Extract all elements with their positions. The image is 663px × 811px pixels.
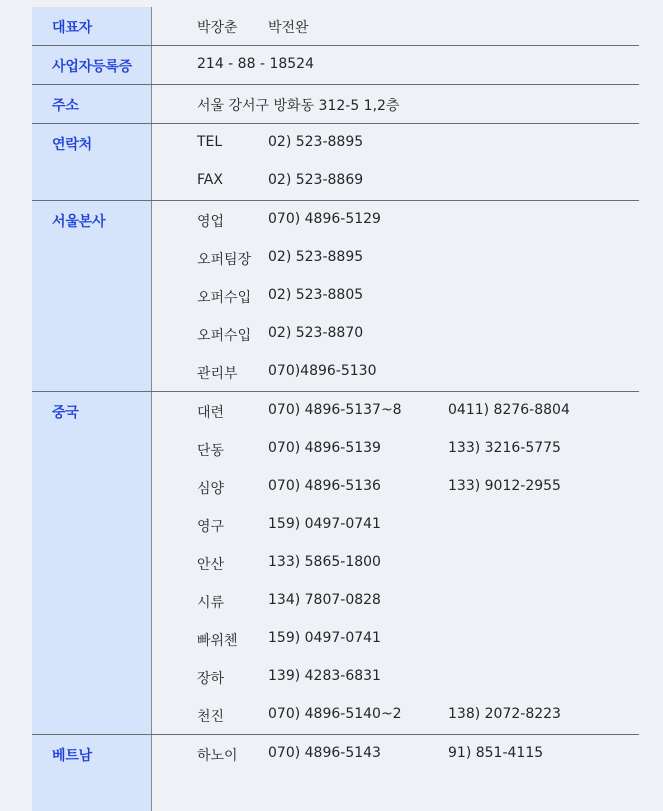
city-label: 영구 [197, 519, 225, 535]
table-row [152, 658, 639, 696]
phone-number: 133) 5865-1800 [268, 554, 381, 570]
department-label: 오퍼수입 [197, 328, 252, 344]
department-label: 관리부 [197, 366, 238, 382]
section-header-cell [32, 392, 152, 734]
contact-label: TEL [197, 134, 223, 150]
phone-number: 070) 4896-5136 [268, 478, 381, 494]
table-row [152, 392, 639, 430]
table-row [152, 620, 639, 658]
phone-number: 02) 523-8870 [268, 325, 364, 341]
contact-number: 02) 523-8895 [268, 134, 364, 150]
phone-number: 070) 4896-5139 [268, 440, 381, 456]
section-header-cell [32, 735, 152, 811]
business-registration-number: 214 - 88 - 18524 [197, 56, 314, 72]
table-row [152, 7, 639, 45]
city-label: 단동 [197, 443, 225, 459]
contact-info-table [32, 7, 639, 811]
section-business-registration [32, 46, 639, 85]
section-header-cell [32, 7, 152, 45]
table-row [152, 315, 639, 353]
table-row [152, 430, 639, 468]
section-address [32, 85, 639, 124]
phone-number: 070) 4896-5140~2 [268, 706, 402, 722]
section-header-vietnam: 베트남 [52, 748, 92, 764]
ceo-name-1: 박장춘 [197, 20, 238, 36]
city-label: 하노이 [197, 748, 238, 764]
section-vietnam [32, 735, 639, 811]
section-header-china: 중국 [52, 405, 79, 421]
local-phone-number: 133) 3216-5775 [448, 440, 561, 456]
table-row [152, 506, 639, 544]
city-label: 장하 [197, 671, 225, 687]
contact-number: 02) 523-8869 [268, 172, 364, 188]
city-label: 안산 [197, 557, 225, 573]
section-header-business-registration: 사업자등록증 [52, 59, 132, 75]
table-row [152, 582, 639, 620]
local-phone-number: 138) 2072-8223 [448, 706, 561, 722]
city-label: 심양 [197, 481, 225, 497]
phone-number: 070) 4896-5129 [268, 211, 381, 227]
section-china [32, 392, 639, 735]
section-header-contact: 연락처 [52, 137, 92, 153]
phone-number: 02) 523-8895 [268, 249, 364, 265]
section-header-ceo: 대표자 [52, 20, 92, 36]
local-phone-number: 0411) 8276-8804 [448, 402, 570, 418]
bottom-spacer [152, 773, 639, 811]
department-label: 영업 [197, 214, 225, 230]
phone-number: 159) 0497-0741 [268, 516, 381, 532]
phone-number: 070) 4896-5137~8 [268, 402, 402, 418]
table-row [152, 239, 639, 277]
section-seoul-hq [32, 201, 639, 392]
local-phone-number: 133) 9012-2955 [448, 478, 561, 494]
phone-number: 139) 4283-6831 [268, 668, 381, 684]
phone-number: 070)4896-5130 [268, 363, 377, 379]
table-row [152, 735, 639, 773]
table-row [152, 277, 639, 315]
ceo-name-2: 박전완 [268, 20, 309, 36]
city-label: 시류 [197, 595, 225, 611]
table-row [152, 696, 639, 734]
table-row [152, 46, 639, 84]
table-row [152, 85, 639, 123]
phone-number: 02) 523-8805 [268, 287, 364, 303]
local-phone-number: 91) 851-4115 [448, 745, 544, 761]
phone-number: 070) 4896-5143 [268, 745, 381, 761]
section-header-cell [32, 46, 152, 84]
table-row [152, 124, 639, 162]
city-label: 천진 [197, 709, 225, 725]
section-header-cell [32, 85, 152, 123]
city-label: 빠위첸 [197, 633, 238, 649]
table-row [152, 468, 639, 506]
phone-number: 134) 7807-0828 [268, 592, 381, 608]
table-row [152, 162, 639, 200]
section-header-cell [32, 124, 152, 200]
section-header-seoul-hq: 서울본사 [52, 214, 106, 230]
contact-label: FAX [197, 172, 223, 188]
department-label: 오퍼팀장 [197, 252, 252, 268]
table-row [152, 544, 639, 582]
table-row [152, 201, 639, 239]
phone-number: 159) 0497-0741 [268, 630, 381, 646]
section-header-cell [32, 201, 152, 391]
table-row [152, 353, 639, 391]
section-header-address: 주소 [52, 98, 79, 114]
address-text: 서울 강서구 방화동 312-5 1,2층 [197, 98, 400, 114]
section-ceo [32, 7, 639, 46]
city-label: 대련 [197, 405, 225, 421]
section-contact [32, 124, 639, 201]
department-label: 오퍼수입 [197, 290, 252, 306]
